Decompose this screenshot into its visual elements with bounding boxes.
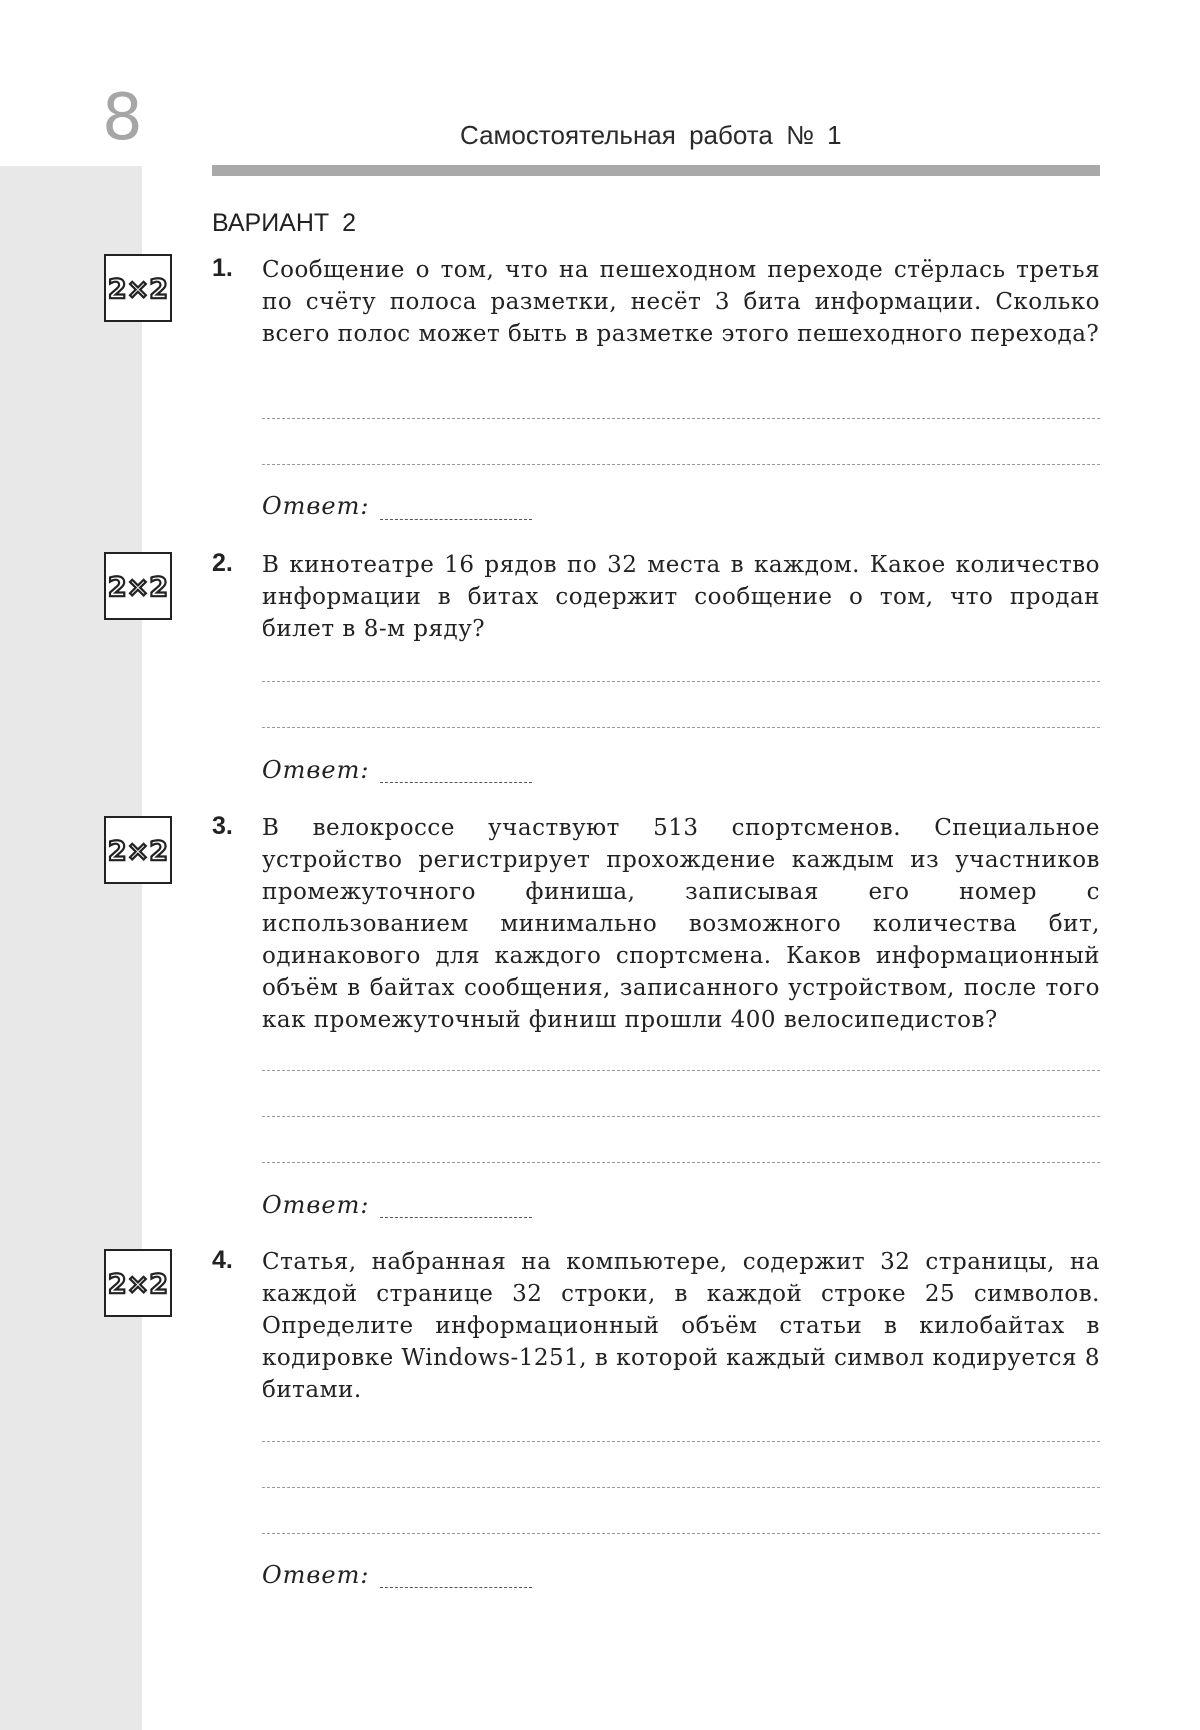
task-text: Статья, набранная на компьютере, содержит 32 страницы, на каждой странице 32 строки, в каждой строке 25 символов. Определите информационный объём статьи в килобайтах в кодировке Windows-1251, в которой каждый символ кодируется 8 битами. bbox=[262, 1249, 1100, 1403]
page-margin-band bbox=[0, 166, 142, 1730]
svg-text:2×2: 2×2 bbox=[107, 1269, 169, 1298]
svg-text:2×2: 2×2 bbox=[107, 572, 169, 601]
two-times-two-icon bbox=[107, 835, 169, 865]
answer-line[interactable] bbox=[262, 1441, 1100, 1442]
answer-line[interactable] bbox=[262, 1162, 1100, 1163]
task-text: В велокроссе участвуют 513 спортсменов. Специальное устройство регистрирует прохождение каждым из участников промежуточного финиша, записывая его номер с использованием минимально возможного количества бит, одинакового для каждого спортсмена. Каков информационный объём в байтах сообщения, записанного устройством, после того как промежуточный финиш прошли 400 велосипедистов? bbox=[262, 815, 1100, 1033]
two-times-two-icon bbox=[107, 571, 169, 601]
answer-label: Ответ: bbox=[262, 492, 370, 520]
answer-label: Ответ: bbox=[262, 1191, 370, 1219]
answer-field[interactable] bbox=[380, 519, 532, 520]
difficulty-badge bbox=[104, 254, 172, 322]
answer-line[interactable] bbox=[262, 418, 1100, 419]
task-text: В кинотеатре 16 рядов по 32 места в каждом. Какое количество информации в битах содержит сообщение о том, что продан билет в 8-м ряду? bbox=[262, 552, 1100, 642]
answer-field[interactable] bbox=[380, 782, 532, 783]
answer-label: Ответ: bbox=[262, 1561, 370, 1589]
svg-text:2×2: 2×2 bbox=[107, 836, 169, 865]
answer-line[interactable] bbox=[262, 1070, 1100, 1071]
answer-field[interactable] bbox=[380, 1587, 532, 1588]
answer-line[interactable] bbox=[262, 1116, 1100, 1117]
answer-field[interactable] bbox=[380, 1217, 532, 1218]
task-number: 1. bbox=[212, 254, 233, 282]
svg-text:2×2: 2×2 bbox=[107, 274, 169, 303]
page-title: Самостоятельная работа № 1 bbox=[460, 120, 842, 150]
difficulty-badge bbox=[104, 552, 172, 620]
difficulty-badge bbox=[104, 816, 172, 884]
header-rule bbox=[212, 165, 1100, 176]
two-times-two-icon bbox=[107, 1268, 169, 1298]
answer-line[interactable] bbox=[262, 1533, 1100, 1534]
answer-line[interactable] bbox=[262, 1487, 1100, 1488]
difficulty-badge bbox=[104, 1249, 172, 1317]
answer-line[interactable] bbox=[262, 464, 1100, 465]
task-number: 3. bbox=[212, 812, 233, 840]
task-text: Сообщение о том, что на пешеходном переходе стёрлась третья по счёту полоса разметки, несёт 3 бита информации. Сколько всего полос может быть в разметке этого пешеходного перехода? bbox=[262, 257, 1100, 347]
variant-heading: ВАРИАНТ 2 bbox=[212, 209, 357, 237]
answer-line[interactable] bbox=[262, 681, 1100, 682]
task-number: 2. bbox=[212, 549, 233, 577]
task-number: 4. bbox=[212, 1246, 233, 1274]
answer-label: Ответ: bbox=[262, 756, 370, 784]
page-number: 8 bbox=[102, 81, 143, 155]
answer-line[interactable] bbox=[262, 727, 1100, 728]
two-times-two-icon bbox=[107, 273, 169, 303]
